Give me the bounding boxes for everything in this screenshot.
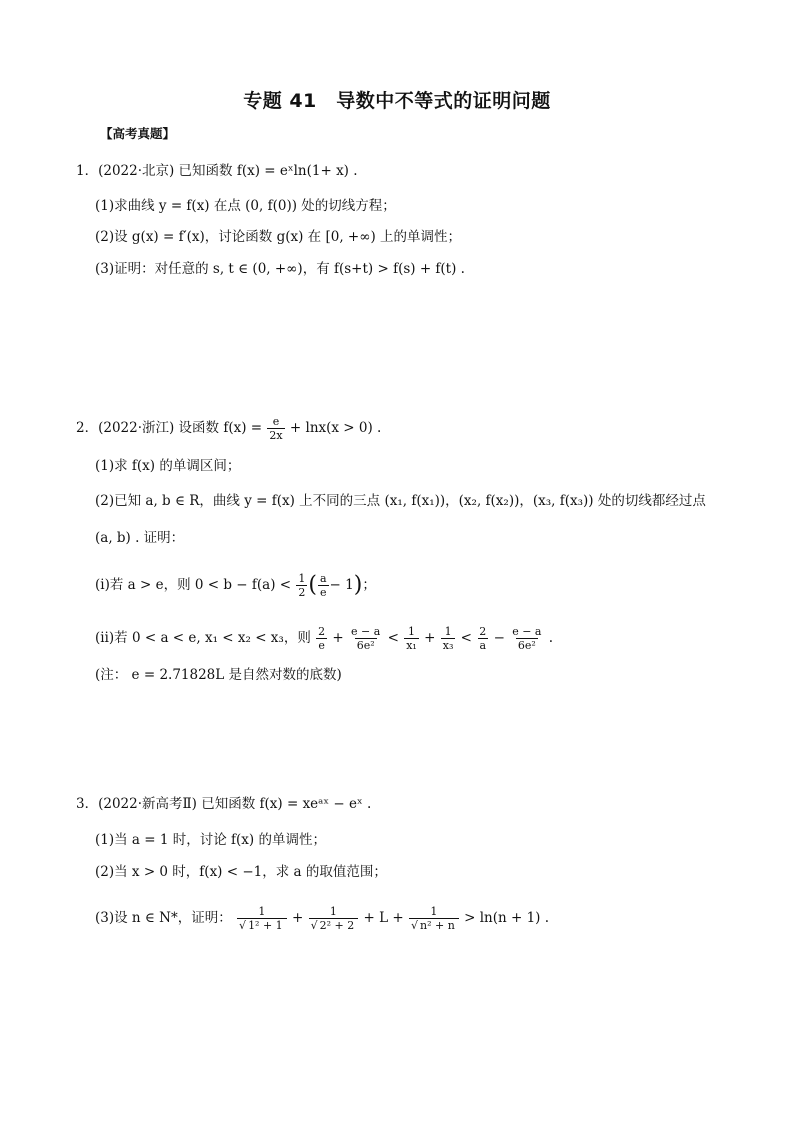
fraction: $\frac{1}{\text{√ 1² + 1}}$: [237, 905, 287, 932]
question-2-part-2b: (a, b) . 证明：: [95, 530, 185, 546]
fraction: $\frac{1}{\text{√ 2² + 2}}$: [309, 905, 359, 932]
question-1-head: 1．(2022·北京) 已知函数 f(x) = eˣln(1+ x) .: [76, 163, 358, 179]
fraction: $\frac{e}{2x}$: [269, 415, 283, 442]
question-2-part-2: (2)已知 a, b ∈ R，曲线 y = f(x) 上不同的三点 (x₁, f(x₁))，(x₂, f(x₂))，(x₃, f(x₃)) 处的切线都经过点: [95, 493, 706, 509]
question-2-sub-ii: (ⅱ)若 0 < a < e, x₁ < x₂ < x₃，则 $\frac{2}{e}$ + $\frac{e - a}{\text{6e²}}$ < $\frac{1}{\text{x₁}}$ + $\frac{1}{\text{x₃}}$ < $\frac{2}{a}$ − $\frac{e - a}{\text{6e²}}$ .: [95, 625, 554, 652]
question-2-head-text: 2．(2022·浙江) 设函数 f(x) =: [76, 420, 263, 436]
question-2-head-text-2: + lnx(x > 0) .: [289, 420, 382, 436]
fraction: $\frac{1}{\text{x₃}}$: [442, 625, 454, 652]
question-1-part-3: (3)证明：对任意的 s, t ∈ (0, +∞)，有 f(s+t) > f(s) + f(t) .: [95, 261, 465, 277]
fraction: $\frac{1}{2}$: [298, 572, 306, 599]
question-3-part-2: (2)当 x > 0 时，f(x) < −1，求 a 的取值范围；: [95, 864, 387, 880]
fraction: $\frac{a}{e}$: [319, 572, 327, 599]
question-1-part-1: (1)求曲线 y = f(x) 在点 (0, f(0)) 处的切线方程；: [95, 198, 396, 214]
fraction: $\frac{e - a}{\text{6e²}}$: [351, 625, 381, 652]
section-label: 【高考真题】: [100, 126, 176, 141]
question-2-sub-i: (ⅰ)若 a > e，则 0 < b − f(a) < $\frac{1}{2}$ ( $\frac{a}{e}$ − 1)；: [95, 572, 376, 599]
question-3-part-1: (1)当 a = 1 时，讨论 f(x) 的单调性；: [95, 832, 326, 848]
fraction: $\frac{e - a}{\text{6e²}}$: [512, 625, 542, 652]
fraction: $\frac{2}{a}$: [479, 625, 487, 652]
question-3-head: 3．(2022·新高考Ⅱ) 已知函数 f(x) = xeᵃˣ − eˣ .: [76, 796, 372, 812]
fraction: $\frac{1}{\text{√ n² + n}}$: [409, 905, 459, 932]
question-2-part-1: (1)求 f(x) 的单调区间；: [95, 458, 241, 474]
question-3-part-3: (3)设 n ∈ N*，证明： $\frac{1}{\text{√ 1² + 1}}$ + $\frac{1}{\text{√ 2² + 2}}$ + L + $\frac{1}{\text{√ n² + n}}$ > ln(n + 1) .: [95, 905, 550, 932]
question-2-head: [76, 415, 381, 442]
question-2-note: (注： e = 2.71828L 是自然对数的底数): [95, 667, 342, 683]
fraction: $\frac{1}{\text{x₁}}$: [406, 625, 417, 652]
page-title: 专题 41 导数中不等式的证明问题: [243, 90, 551, 112]
fraction: $\frac{2}{e}$: [318, 625, 326, 652]
question-1-part-2: (2)设 g(x) = f′(x)，讨论函数 g(x) 在 [0, +∞) 上的单调性；: [95, 229, 462, 245]
